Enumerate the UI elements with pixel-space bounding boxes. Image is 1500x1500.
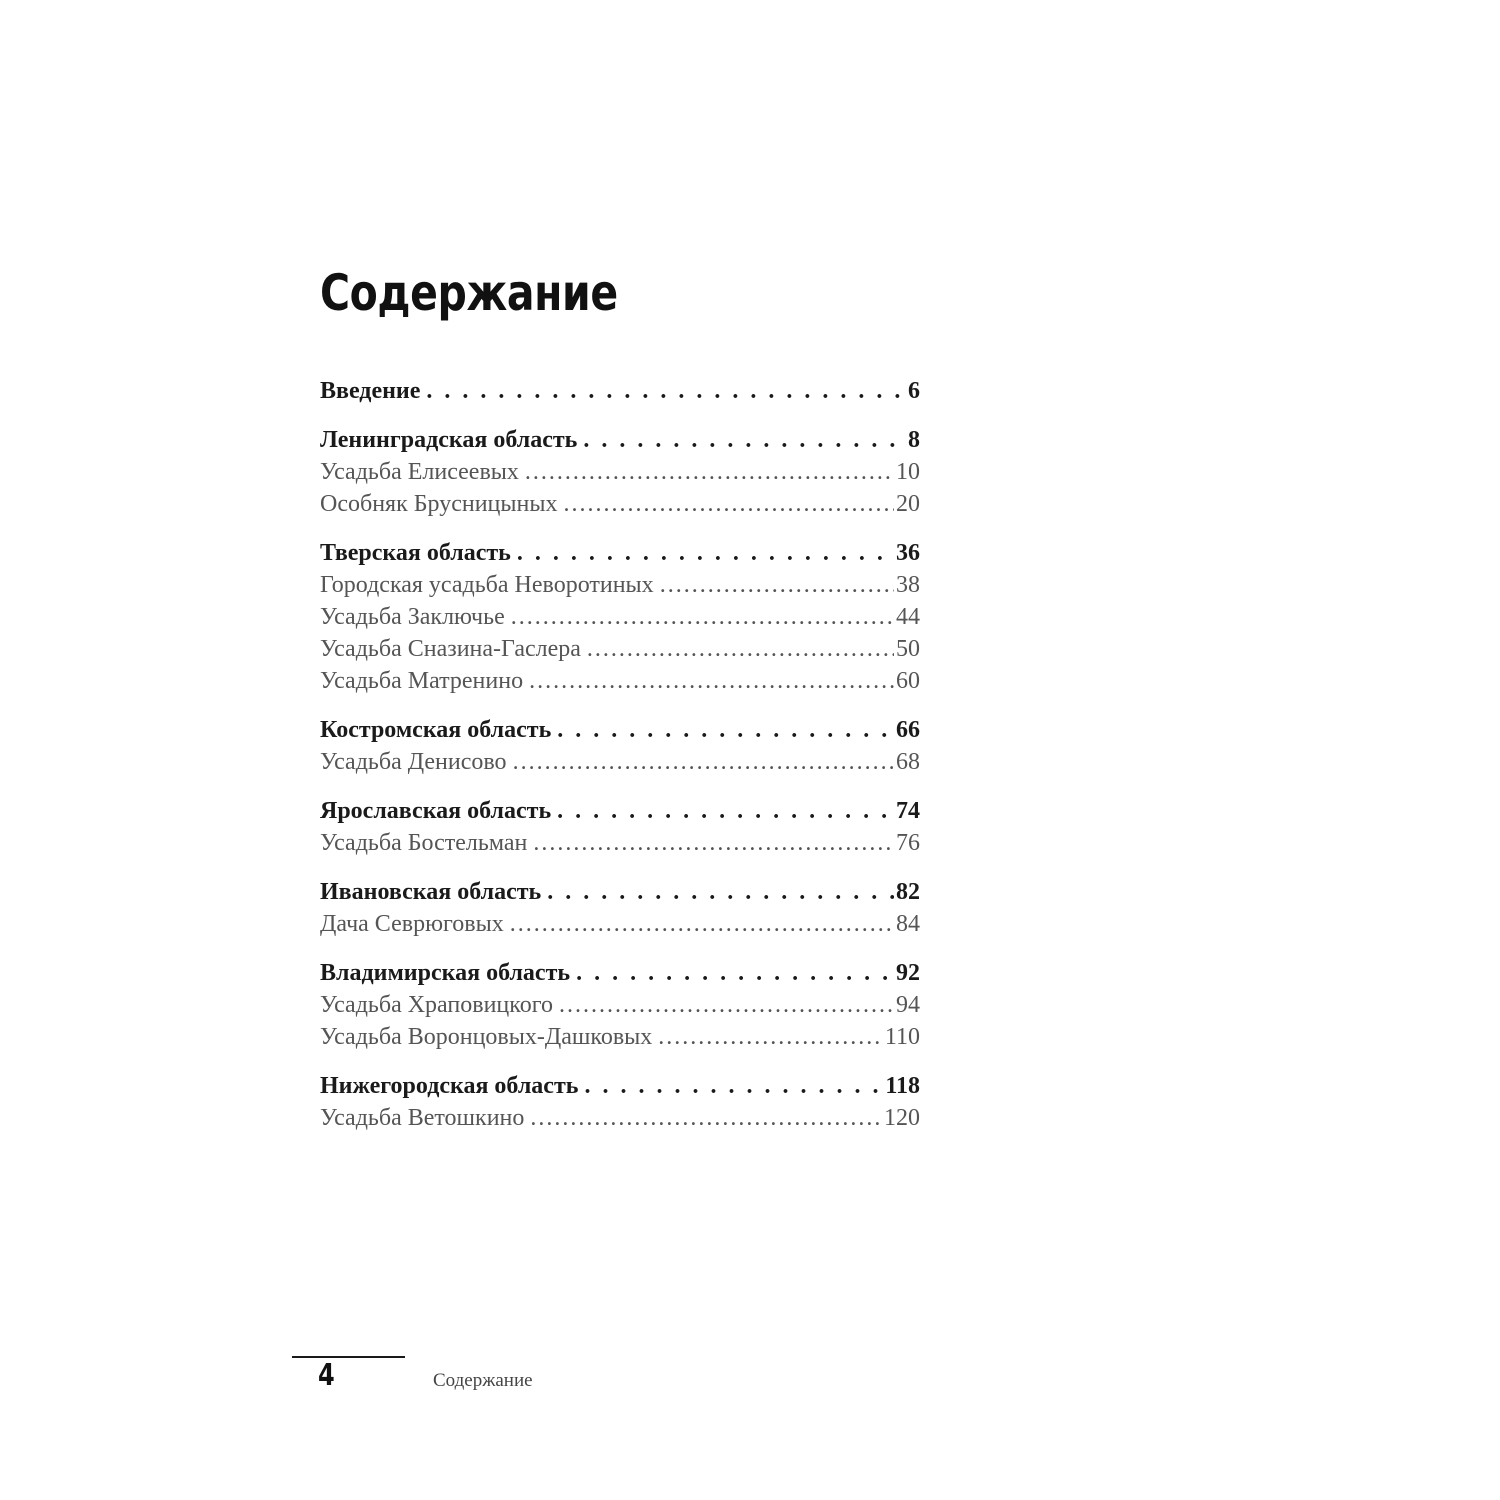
toc-label: Нижегородская область: [320, 1073, 579, 1099]
footer-running-head: Содержание: [433, 1370, 533, 1391]
toc-leader-dots: [530, 1100, 882, 1136]
toc-label: Дача Севрюговых: [320, 911, 504, 937]
toc-page-number: 50: [896, 636, 920, 662]
toc-label: Владимирская область: [320, 960, 571, 986]
toc-label: Особняк Брусницыных: [320, 491, 558, 517]
toc-leader-dots: [587, 631, 894, 667]
toc-page-number: 94: [896, 992, 920, 1018]
toc-label: Усадьба Воронцовых-Дашковых: [320, 1024, 653, 1050]
toc-label: Усадьба Бостельман: [320, 830, 528, 856]
toc-label: Ярославская область: [320, 798, 552, 824]
toc-leader-dots: [559, 987, 894, 1023]
toc-entry: [320, 744, 920, 780]
toc-entry: [320, 1019, 920, 1055]
toc-leader-dots: [576, 955, 894, 991]
toc-entry: [320, 1100, 920, 1136]
toc-entry: [320, 663, 920, 699]
toc-page-number: 92: [896, 960, 920, 986]
toc-leader-dots: [513, 744, 894, 780]
toc-section: [320, 373, 920, 409]
toc-label: Усадьба Храповицкого: [320, 992, 553, 1018]
toc-page-number: 44: [896, 604, 920, 630]
toc-label: Усадьба Сназина-Гаслера: [320, 636, 581, 662]
toc-section: [320, 422, 920, 458]
toc-leader-dots: [533, 825, 894, 861]
toc-label: Усадьба Матренино: [320, 668, 524, 694]
toc-page-number: 110: [884, 1024, 920, 1050]
toc-entry: [320, 825, 920, 861]
toc-leader-dots: [658, 1019, 883, 1055]
toc-page-number: 76: [896, 830, 920, 856]
toc-leader-dots: [583, 422, 906, 458]
toc-page-number: 82: [896, 879, 920, 905]
toc-label: Усадьба Заключье: [320, 604, 505, 630]
page-title: Содержание: [320, 264, 618, 322]
toc-entry: [320, 631, 920, 667]
toc-entry: [320, 599, 920, 635]
toc-page-number: 68: [896, 749, 920, 775]
toc-page-number: 36: [896, 540, 920, 566]
toc-leader-dots: [529, 663, 894, 699]
toc-page-number: 20: [896, 491, 920, 517]
toc-leader-dots: [525, 454, 894, 490]
toc-entry: [320, 454, 920, 490]
footer-page-number: 4: [318, 1358, 335, 1393]
toc-page-number: 60: [896, 668, 920, 694]
toc-leader-dots: [660, 567, 894, 603]
toc-entry: [320, 987, 920, 1023]
footer-rule: [292, 1356, 405, 1358]
toc-label: Костромская область: [320, 717, 552, 743]
toc-leader-dots: [511, 599, 894, 635]
toc-page-number: 120: [884, 1105, 920, 1131]
toc-page-number: 6: [908, 378, 920, 404]
toc-leader-dots: [426, 373, 906, 409]
toc-label: Усадьба Ветошкино: [320, 1105, 525, 1131]
toc-page-number: 10: [896, 459, 920, 485]
toc-section: [320, 955, 920, 991]
toc-entry: [320, 486, 920, 522]
toc-leader-dots: [557, 793, 894, 829]
toc-leader-dots: [557, 712, 894, 748]
toc-leader-dots: [510, 906, 894, 942]
toc-page-number: 8: [908, 427, 920, 453]
toc-section: [320, 874, 920, 910]
toc-leader-dots: [584, 1068, 883, 1104]
toc-leader-dots: [547, 874, 894, 910]
toc-leader-dots: [517, 535, 894, 571]
toc-label: Тверская область: [320, 540, 511, 566]
toc-page-number: 38: [896, 572, 920, 598]
toc-entry: [320, 906, 920, 942]
toc-section: [320, 712, 920, 748]
toc-page-number: 118: [885, 1073, 920, 1099]
toc-label: Городская усадьба Неворотиных: [320, 572, 654, 598]
toc-section: [320, 793, 920, 829]
toc-label: Усадьба Денисово: [320, 749, 507, 775]
toc-section: [320, 1068, 920, 1104]
toc-label: Введение: [320, 378, 421, 404]
toc-label: Усадьба Елисеевых: [320, 459, 519, 485]
toc-page-number: 66: [896, 717, 920, 743]
toc-label: Ленинградская область: [320, 427, 578, 453]
toc-leader-dots: [563, 486, 894, 522]
toc-label: Ивановская область: [320, 879, 542, 905]
toc-entry: [320, 567, 920, 603]
toc-page-number: 84: [896, 911, 920, 937]
toc-page-number: 74: [896, 798, 920, 824]
toc-section: [320, 535, 920, 571]
